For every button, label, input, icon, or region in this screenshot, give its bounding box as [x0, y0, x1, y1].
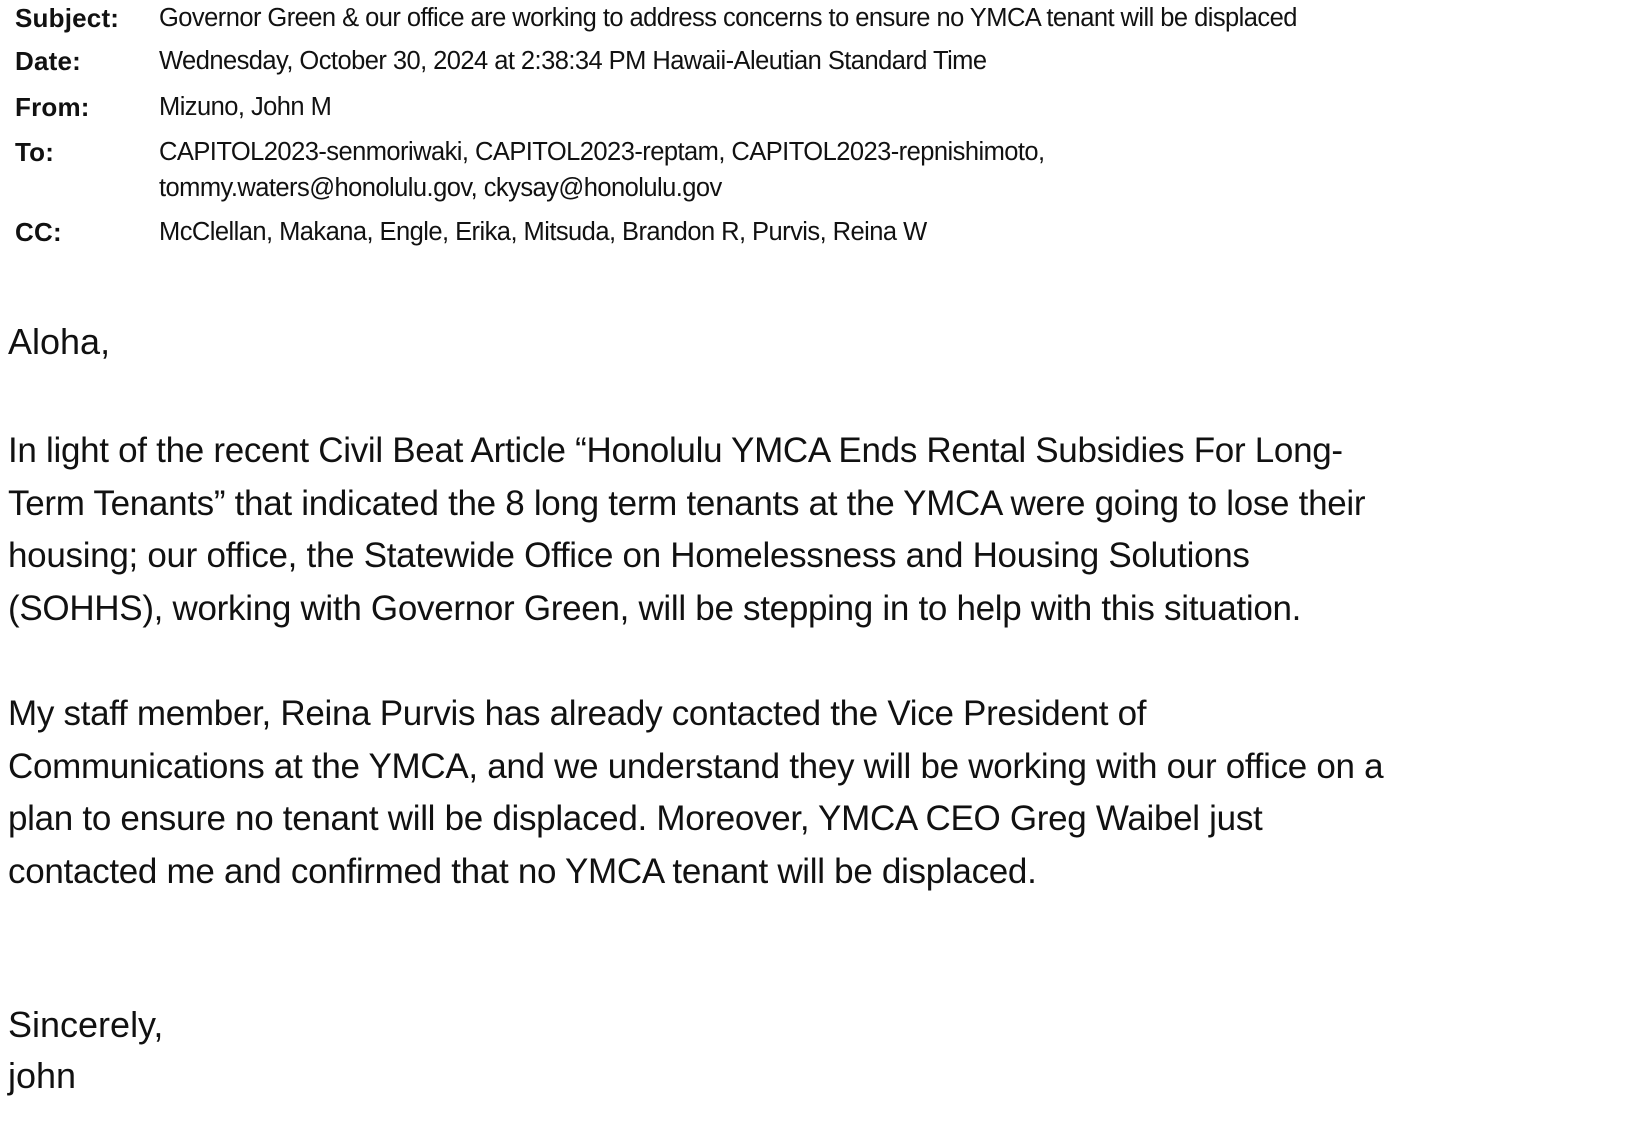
- to-value: [159, 134, 1045, 206]
- cc-label: CC:: [15, 217, 62, 247]
- paragraph-line: Term Tenants” that indicated the 8 long term tenants at the YMCA were going to lose their: [8, 483, 1366, 523]
- paragraph-line: My staff member, Reina Purvis has already contacted the Vice President of: [8, 694, 1147, 733]
- closing: Sincerely,: [8, 1004, 164, 1045]
- to-label: To:: [15, 137, 55, 167]
- from-value: Mizuno, John M: [159, 93, 332, 121]
- header-row-cc: [15, 214, 927, 250]
- paragraph-line: In light of the recent Civil Beat Article “Honolulu YMCA Ends Rental Subsidies For Long-: [8, 431, 1343, 470]
- paragraph-line: Communications at the YMCA, and we understand they will be working with our office on a: [8, 746, 1384, 786]
- header-row-subject: [15, 0, 1297, 36]
- to-recipients-line: CAPITOL2023-senmoriwaki, CAPITOL2023-reptam, CAPITOL2023-repnishimoto,: [159, 138, 1045, 166]
- paragraph-line: contacted me and confirmed that no YMCA tenant will be displaced.: [8, 851, 1037, 891]
- header-row-to: [15, 134, 1045, 206]
- header-row-date: [15, 43, 987, 79]
- from-label: From:: [15, 92, 90, 122]
- signature: john: [8, 1055, 77, 1096]
- subject-label: Subject:: [15, 3, 120, 33]
- paragraph-line: plan to ensure no tenant will be displaced. Moreover, YMCA CEO Greg Waibel just: [8, 799, 1263, 838]
- greeting: Aloha,: [8, 321, 111, 362]
- header-row-from: [15, 89, 331, 125]
- paragraph-line: housing; our office, the Statewide Office on Homelessness and Housing Solutions: [8, 536, 1250, 575]
- paragraph-line: (SOHHS), working with Governor Green, will be stepping in to help with this situation.: [8, 588, 1302, 628]
- date-label: Date:: [15, 46, 82, 76]
- date-value: Wednesday, October 30, 2024 at 2:38:34 PM Hawaii-Aleutian Standard Time: [159, 47, 987, 75]
- subject-value: Governor Green & our office are working to address concerns to ensure no YMCA tenant will be displaced: [159, 4, 1297, 32]
- to-recipients-line: tommy.waters@honolulu.gov, ckysay@honolulu.gov: [159, 174, 722, 202]
- body-paragraph: [8, 688, 1383, 898]
- cc-value: McClellan, Makana, Engle, Erika, Mitsuda, Brandon R, Purvis, Reina W: [159, 218, 927, 246]
- body-paragraph: [8, 425, 1365, 635]
